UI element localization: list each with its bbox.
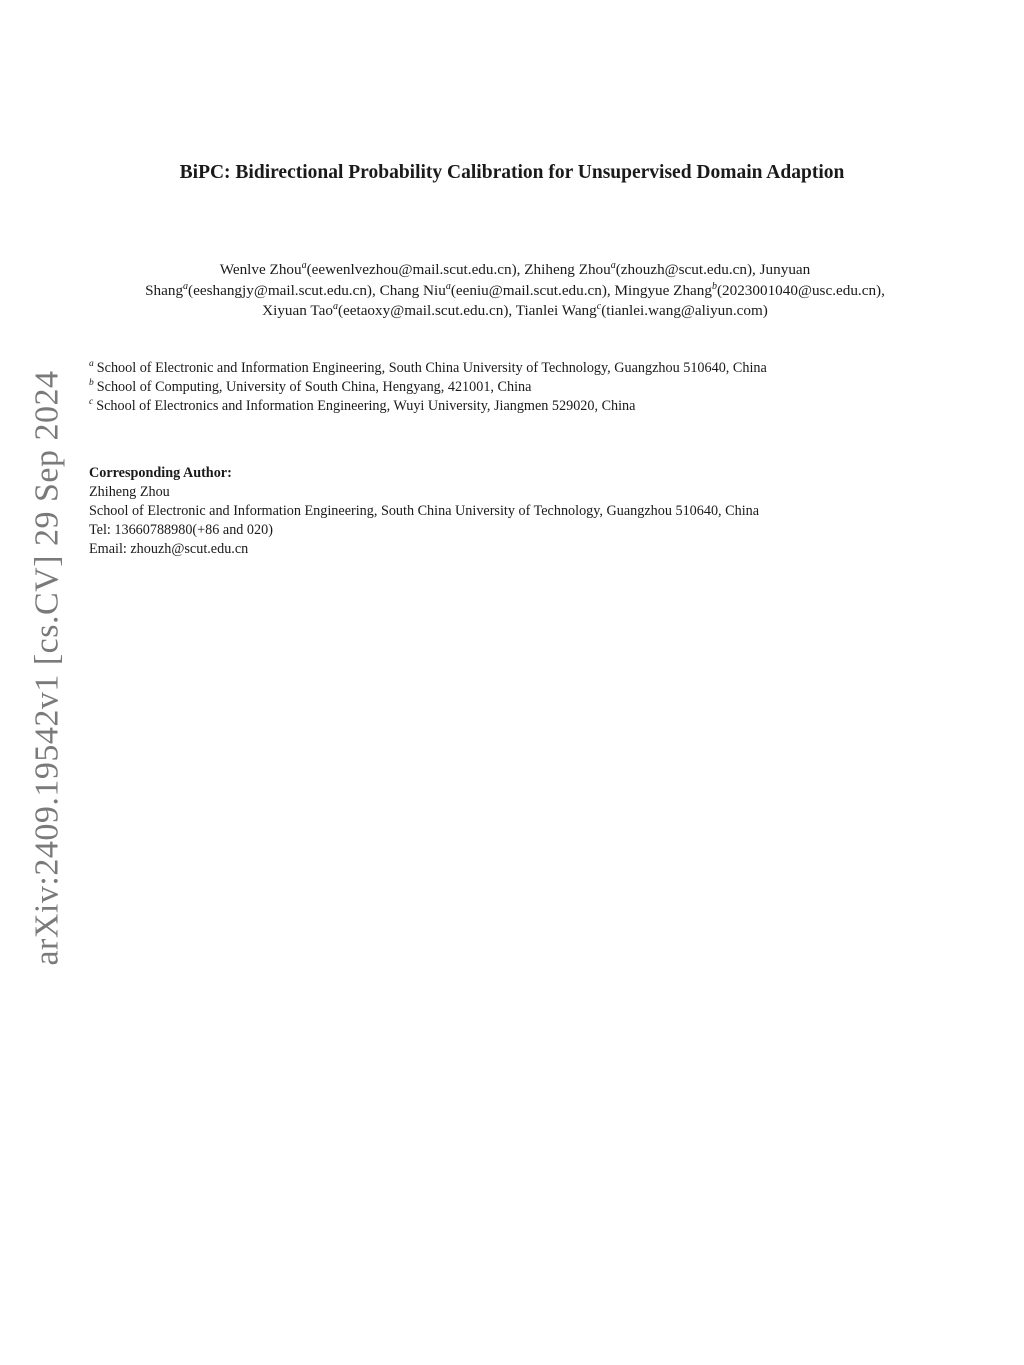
affiliation-item	[89, 397, 767, 416]
author-name: Shang	[145, 281, 184, 299]
affiliation-text: School of Electronic and Information Engineering, South China University of Technology, Guangzhou 510640, China	[96, 360, 767, 376]
affiliation-list	[89, 359, 767, 416]
author-line-2	[80, 281, 950, 302]
author-list	[80, 260, 950, 322]
affiliation-marker: a	[610, 259, 616, 271]
author-name: Tianlei Wang	[515, 302, 597, 319]
affiliation-marker: a	[445, 280, 451, 292]
corresponding-author-block	[89, 464, 759, 559]
affiliation-item	[89, 378, 767, 397]
arxiv-identifier-text: arXiv:2409.19542v1 [cs.CV] 29 Sep 2024	[29, 370, 66, 966]
corresponding-author-email: Email: zhouzh@scut.edu.cn	[89, 541, 249, 557]
author-email: (tianlei.wang@aliyun.com)	[601, 302, 768, 319]
corresponding-author-tel: Tel: 13660788980(+86 and 020)	[89, 522, 273, 538]
arxiv-identifier-stamp	[20, 368, 76, 968]
author-line-1	[80, 260, 950, 281]
affiliation-marker: b	[89, 378, 94, 389]
author-email: (eewenlvezhou@mail.scut.edu.cn),	[306, 261, 525, 278]
author-email: (eeshangjy@mail.scut.edu.cn),	[188, 281, 380, 299]
author-name: Chang Niu	[379, 281, 446, 299]
affiliation-marker: a	[183, 280, 189, 292]
affiliation-marker: a	[332, 300, 338, 312]
affiliation-item	[89, 359, 767, 378]
affiliation-marker: b	[711, 280, 717, 292]
author-name: Zhiheng Zhou	[524, 261, 611, 278]
author-name: Wenlve Zhou	[219, 261, 302, 278]
affiliation-text: School of Computing, University of South China, Hengyang, 421001, China	[96, 379, 532, 395]
corresponding-author-heading: Corresponding Author:	[89, 465, 232, 481]
author-email: (2023001040@usc.edu.cn),	[716, 281, 885, 299]
author-line-3	[80, 301, 950, 322]
affiliation-marker: c	[89, 397, 94, 408]
affiliation-marker: c	[596, 300, 602, 312]
author-name: Xiyuan Tao	[262, 302, 333, 319]
affiliation-marker: a	[89, 359, 94, 370]
author-name: Mingyue Zhang	[614, 281, 712, 299]
affiliation-marker: a	[301, 259, 307, 271]
author-email: (eeniu@mail.scut.edu.cn),	[450, 281, 615, 299]
affiliation-text: School of Electronics and Information Engineering, Wuyi University, Jiangmen 529020, China	[96, 398, 636, 414]
corresponding-author-name: Zhiheng Zhou	[89, 484, 170, 500]
corresponding-author-address: School of Electronic and Information Engineering, South China University of Technology, Guangzhou 510640, China	[89, 503, 760, 519]
author-email: (eetaoxy@mail.scut.edu.cn),	[337, 302, 516, 319]
author-email: (zhouzh@scut.edu.cn), Junyuan	[615, 261, 811, 278]
paper-title: BiPC: Bidirectional Probability Calibration for Unsupervised Domain Adaption	[179, 162, 845, 183]
